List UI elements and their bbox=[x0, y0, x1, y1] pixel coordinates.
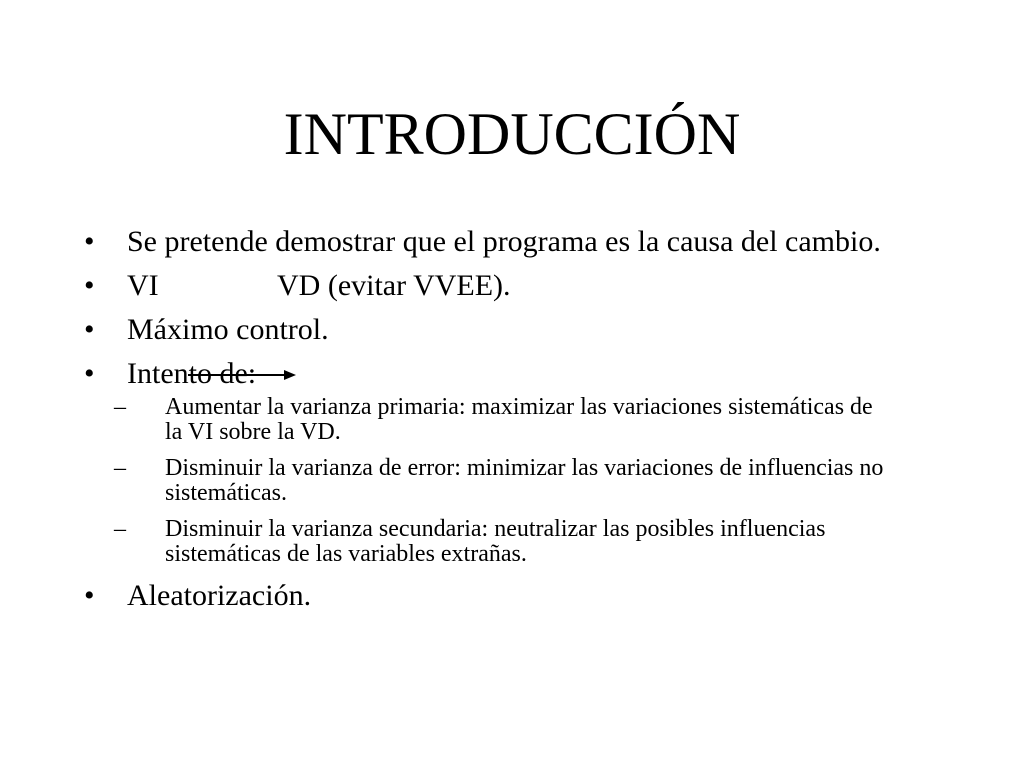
sub-bullet-text: Disminuir la varianza de error: minimizar las variaciones de influencias no sistemáticas. bbox=[165, 455, 884, 506]
sub-bullet-text: Aumentar la varianza primaria: maximizar las variaciones sistemáticas de la VI sobre la VD. bbox=[165, 394, 873, 445]
bullet-list bbox=[84, 226, 884, 624]
bullet-item bbox=[84, 358, 884, 567]
bullet-item bbox=[84, 270, 884, 301]
dash-marker: – bbox=[114, 455, 126, 481]
bullet-item bbox=[84, 580, 884, 611]
sub-bullet-item bbox=[114, 394, 884, 445]
bullet-marker: • bbox=[84, 357, 95, 390]
vd-label: VD (evitar VVEE). bbox=[277, 269, 511, 302]
sub-bullet-item bbox=[114, 455, 884, 506]
dash-marker: – bbox=[114, 394, 126, 420]
bullet-marker: • bbox=[84, 225, 95, 258]
sub-bullet-item bbox=[114, 516, 884, 567]
bullet-text: Aleatorización. bbox=[127, 579, 312, 612]
bullet-marker: • bbox=[84, 579, 95, 612]
bullet-marker: • bbox=[84, 313, 95, 346]
bullet-text: Máximo control. bbox=[127, 313, 329, 346]
arrow-icon bbox=[186, 368, 298, 382]
slide-title: INTRODUCCIÓN bbox=[283, 101, 741, 167]
bullet-item bbox=[84, 226, 884, 257]
sub-bullet-list bbox=[114, 394, 884, 567]
vi-label: VI bbox=[127, 269, 159, 302]
dash-marker: – bbox=[114, 516, 126, 542]
bullet-text: Intento de: bbox=[127, 357, 257, 390]
sub-bullet-text: Disminuir la varianza secundaria: neutralizar las posibles influencias sistemáticas de las variables extrañas. bbox=[165, 516, 826, 567]
bullet-item bbox=[84, 314, 884, 345]
bullet-text: Se pretende demostrar que el programa es la causa del cambio. bbox=[127, 225, 881, 258]
bullet-marker: • bbox=[84, 269, 95, 302]
